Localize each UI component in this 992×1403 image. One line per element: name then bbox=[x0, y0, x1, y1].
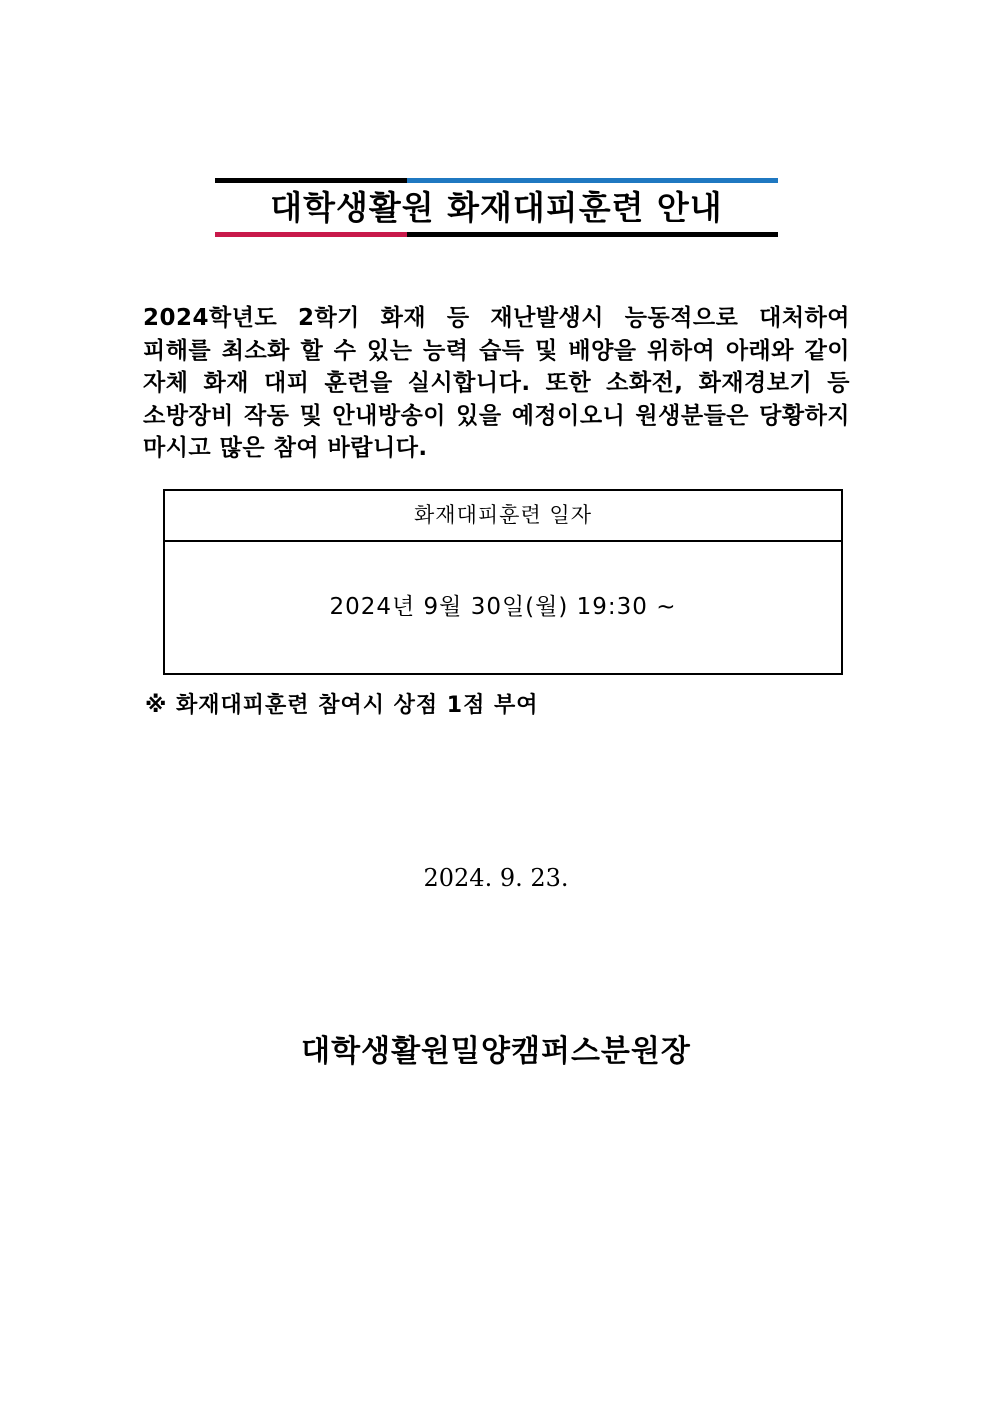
issue-date: 2024. 9. 23. bbox=[423, 864, 569, 892]
title-block bbox=[215, 178, 778, 237]
announcement-paragraph: 2024학년도 2학기 화재 등 재난발생시 능동적으로 대처하여 피해를 최소화 할 수 있는 능력 습득 및 배양을 위하여 아래와 같이 자체 화재 대피 훈련을 실시합니다. 또한 소화전, 화재경보기 등 소방장비 작동 및 안내방송이 있을 예정이오니 원생분들은 당황하지 마시고 많은 참여 바랍니다. bbox=[143, 305, 850, 461]
schedule-table bbox=[163, 489, 843, 675]
document-title: 대학생활원 화재대피훈련 안내 bbox=[270, 188, 723, 227]
schedule-table-header: 화재대피훈련 일자 bbox=[165, 491, 841, 542]
reward-note: ※ 화재대피훈련 참여시 상점 1점 부여 bbox=[145, 693, 539, 718]
title-bottom-rule-red bbox=[215, 232, 407, 237]
schedule-table-value: 2024년 9월 30일(월) 19:30 ~ bbox=[329, 594, 677, 620]
title-bottom-rule-black bbox=[407, 232, 778, 237]
title-bottom-rule bbox=[215, 232, 778, 237]
issuer-signature: 대학생활원밀양캠퍼스분원장 bbox=[301, 1034, 691, 1069]
